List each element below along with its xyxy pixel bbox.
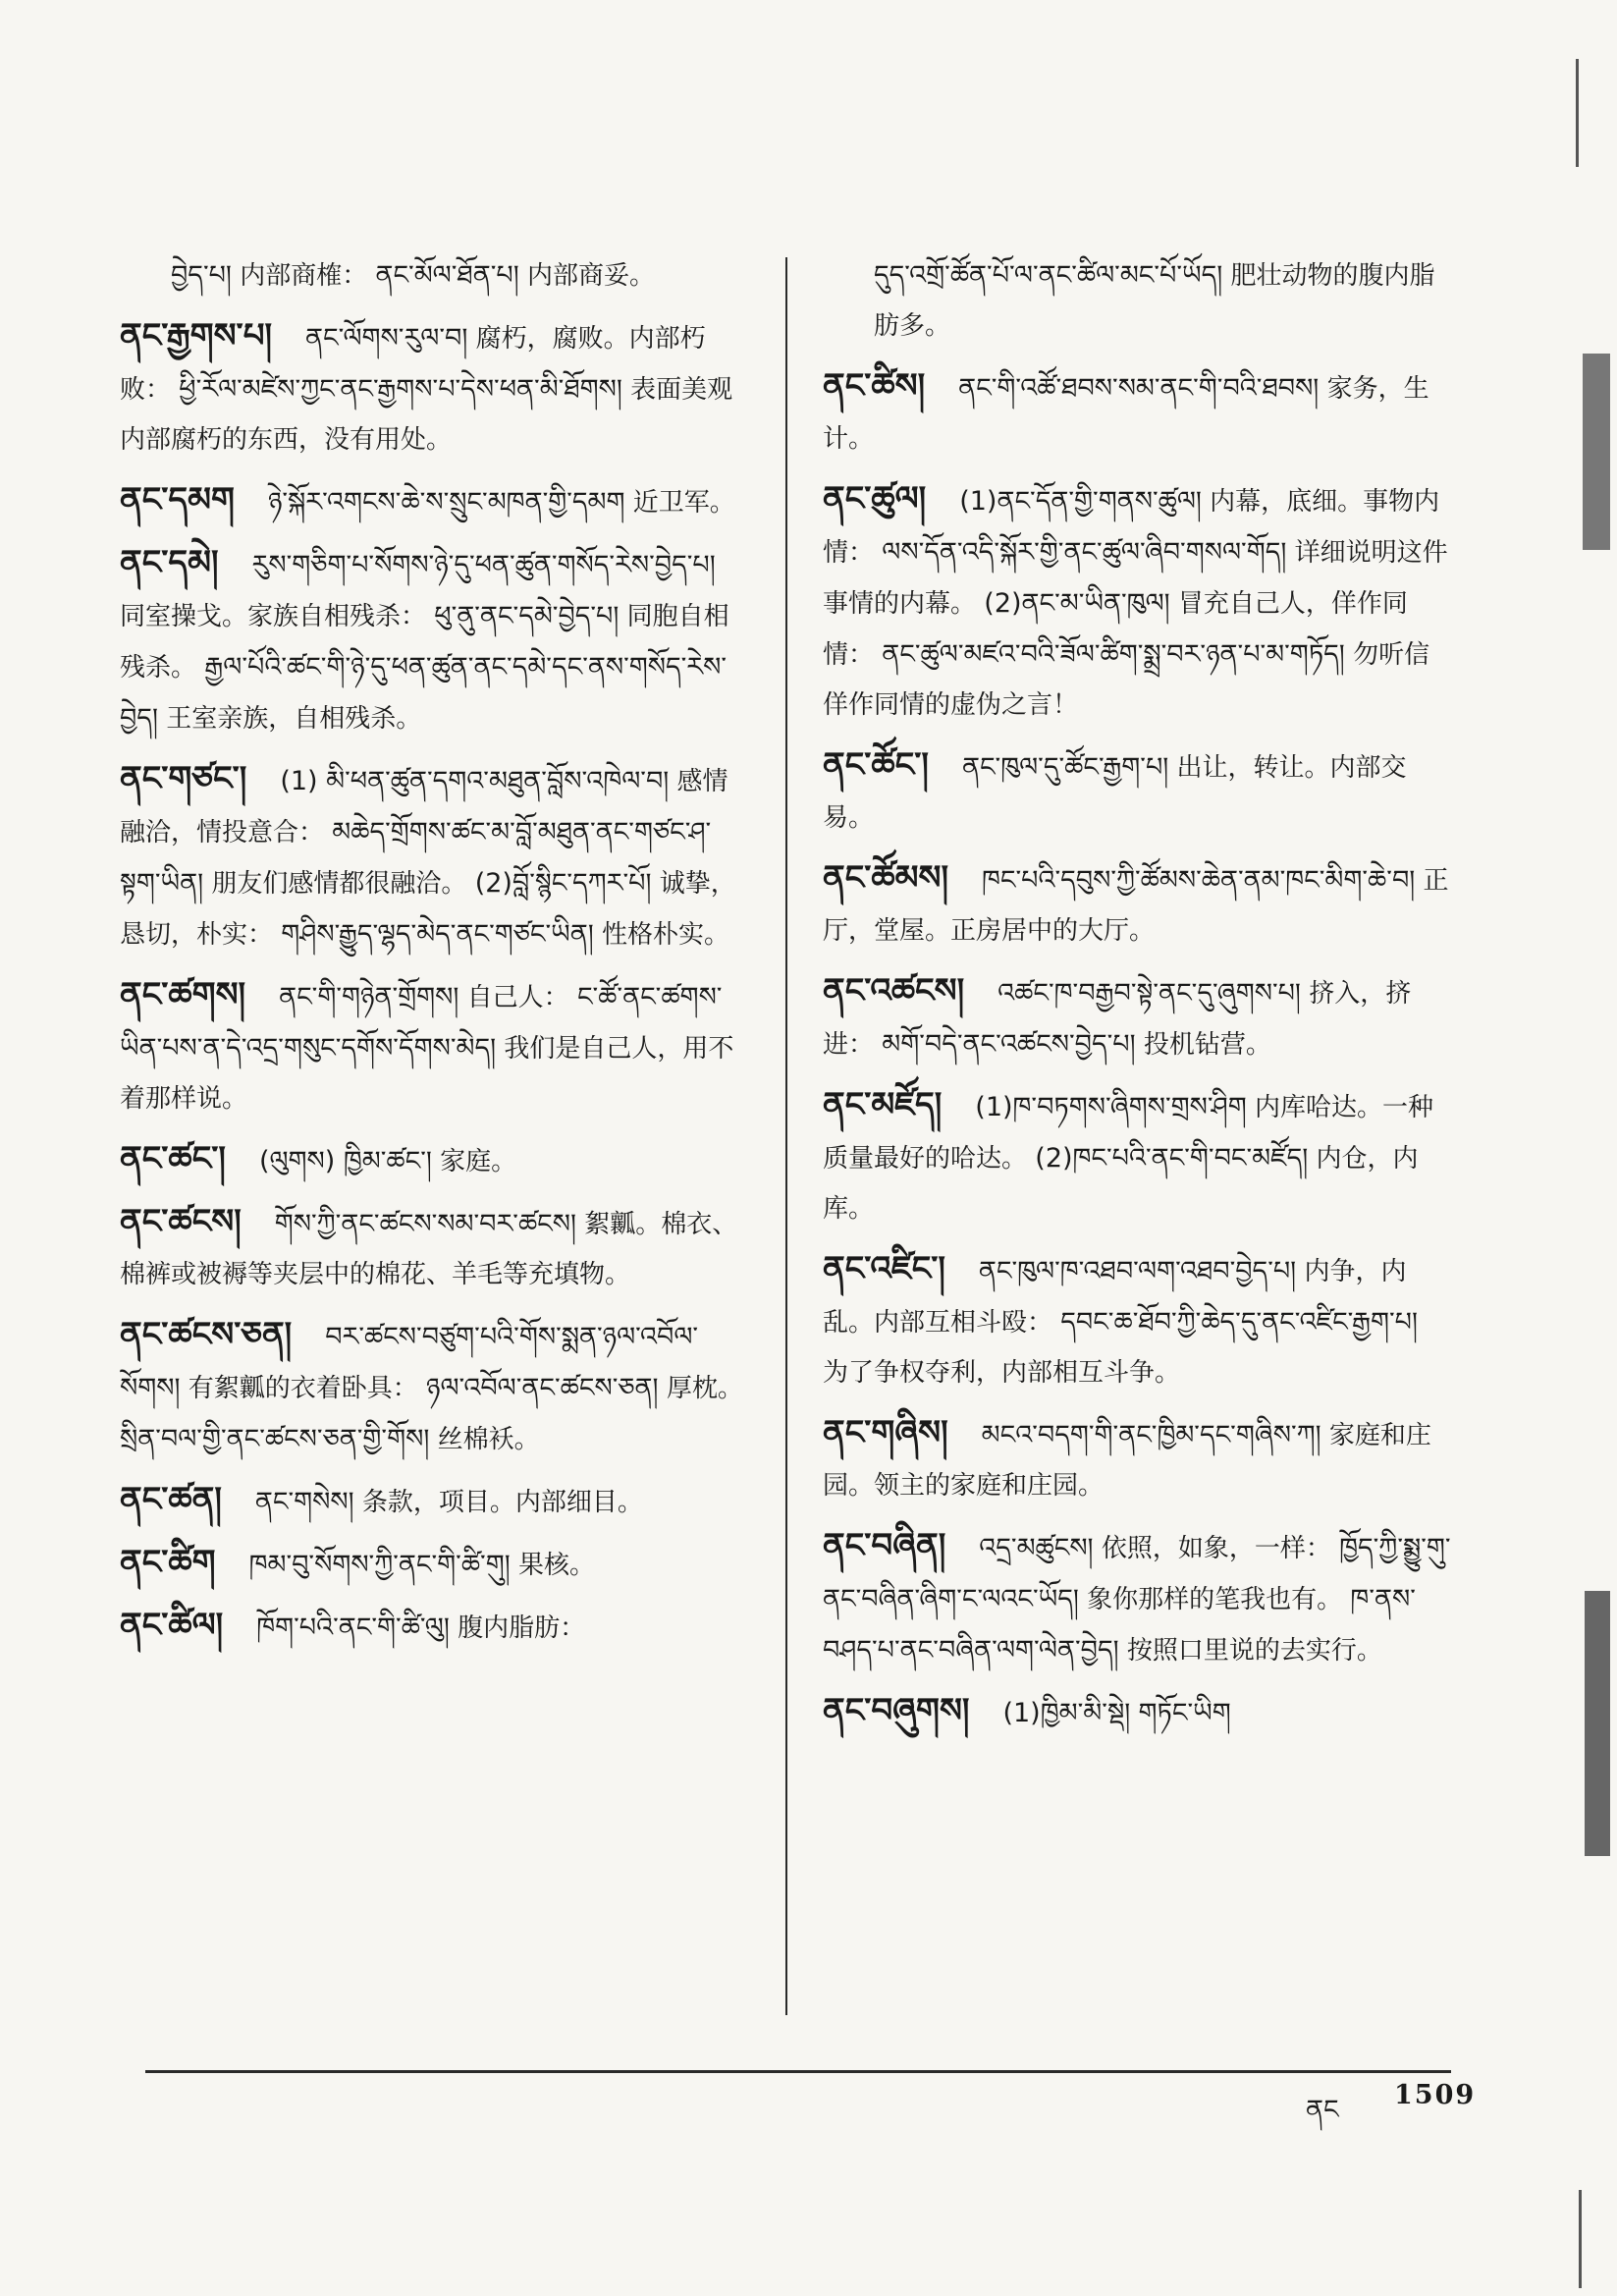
dictionary-entry: [120, 754, 748, 960]
dictionary-entry: [120, 1197, 748, 1300]
tibetan-text: མཆེད་གྲོགས་ཚང་མ་བློ་མཐུན་ནང་གཙང་ཤ་སྟག་ཡིན།: [120, 817, 712, 899]
tibetan-text: ཁམ་བུ་སོགས་ཀྱི་ནང་གི་ཚི་གུ།: [248, 1550, 511, 1580]
tibetan-text: བར་ཚངས་བཙུག་པའི་གོས་སྨན་ཉལ་འབོལ་སོགས།: [120, 1322, 699, 1403]
chinese-definition: 内库哈达。一种质量最好的哈达。: [823, 1093, 1434, 1174]
chinese-definition: 依照，如象，一样：: [1101, 1534, 1331, 1563]
chinese-definition: 腐朽，腐败。内部朽败：: [120, 324, 706, 405]
tibetan-text: དབང་ཆ་ཐོབ་ཀྱི་ཆེད་དུ་ནང་འཛིང་རྒྱག་པ།: [1060, 1307, 1418, 1338]
dictionary-entry: [823, 1080, 1451, 1234]
chinese-definition: 勿听信佯作同情的虚伪之言！: [823, 640, 1430, 720]
chinese-definition: 投机钻营。: [1143, 1030, 1271, 1060]
entry-headword: ནང་ཚིས།: [823, 366, 926, 406]
entry-headword: ནང་མཛོད།: [823, 1085, 943, 1124]
chinese-definition: 正厅，堂屋。正房居中的大厅。: [823, 866, 1449, 946]
tibetan-text: མངའ་བདག་གི་ནང་ཁྱིམ་དང་གཞིས་ཀ།: [981, 1420, 1321, 1450]
chinese-definition: 内部商妥。: [526, 261, 655, 291]
entry-headword: ནང་རྒྱགས་པ།: [120, 316, 273, 355]
dictionary-entry: [823, 966, 1451, 1070]
entry-headword: ནང་ཚོང་།: [823, 745, 929, 785]
chinese-definition: 同室操戈。家族自相残杀：: [120, 602, 427, 631]
tibetan-text: (2)བློ་སྙིང་དཀར་པོ།: [474, 868, 652, 899]
chinese-definition: 冒充自己人，佯作同情：: [823, 589, 1408, 670]
tibetan-text: བྱེད་པ།: [171, 260, 232, 291]
tibetan-text: རུས་གཅིག་པ་སོགས་ཉེ་དུ་ཕན་ཚུན་གསོད་རེས་བྱེད་པ།: [251, 550, 716, 580]
tibetan-text: (1)ནང་དོན་གྱི་གནས་ཚུལ།: [959, 486, 1202, 517]
dictionary-entry: [120, 538, 748, 744]
tibetan-text: དུད་འགྲོ་ཚོན་པོ་ལ་ནང་ཚིལ་མང་པོ་ཡོད།: [874, 260, 1223, 291]
dictionary-entry: [823, 740, 1451, 844]
dictionary-entry: [823, 1244, 1451, 1398]
chinese-definition: 内部商榷：: [240, 261, 368, 291]
scan-edge-mark: [1585, 1591, 1610, 1856]
tibetan-text: ང་ཚོ་ནང་ཚགས་ཡིན་པས་ན་དེ་འདྲ་གསུང་དགོས་དོགས་མེད།: [120, 982, 723, 1064]
dictionary-entry: [120, 1601, 748, 1654]
tibetan-text: ལས་དོན་འདི་སྐོར་གྱི་ནང་ཚུལ་ཞིབ་གསལ་གོད།: [882, 537, 1287, 568]
chinese-definition: 肥壮动物的腹内脂肪多。: [874, 261, 1435, 341]
chinese-definition: 详细说明这件事情的内幕。: [823, 538, 1448, 619]
entry-headword: ནང་དམེ།: [120, 543, 219, 582]
tibetan-text: (2)ཁང་པའི་ནང་གི་བང་མཛོད།: [1035, 1143, 1309, 1174]
tibetan-text: ཁང་པའི་དབུས་ཀྱི་ཚོམས་ཆེན་ནམ་ཁང་མིག་ཆེ་བ།: [982, 865, 1416, 896]
tibetan-text: ནང་ལོགས་རུལ་བ།: [305, 323, 468, 354]
entry-headword: ནང་ཚན།: [120, 1480, 222, 1519]
dictionary-entry: [823, 853, 1451, 957]
tibetan-text: ནང་མོལ་ཐོན་པ།: [375, 260, 519, 291]
chinese-definition: 朋友们感情都很融洽。: [211, 869, 467, 899]
tibetan-text: སྲིན་བལ་གྱི་ནང་ཚངས་ཅན་གྱི་གོས།: [120, 1424, 430, 1454]
chinese-definition: 内幕，底细。事物内情：: [823, 487, 1440, 568]
dictionary-entry: [120, 970, 748, 1124]
chinese-definition: 感情融洽，情投意合：: [120, 767, 728, 847]
chinese-definition: 诚挚，恳切，朴实：: [120, 869, 736, 950]
dictionary-entry: [823, 1521, 1451, 1676]
scan-edge-mark: [1583, 354, 1610, 550]
chinese-definition: 果核。: [518, 1551, 596, 1580]
tibetan-text: ཕྱི་རོལ་མཛེས་ཀྱང་ནང་རྒྱགས་པ་དེས་ཕན་མི་ཐོགས།: [179, 374, 622, 405]
entry-headword: ནང་ཚུལ།: [823, 479, 927, 519]
tibetan-text: (1) མི་ཕན་ཚུན་དགའ་མཐུན་བློས་འཁེལ་བ།: [280, 766, 670, 796]
entry-headword: ནང་འཚངས།: [823, 971, 965, 1011]
chinese-definition: 按照口里说的去实行。: [1126, 1636, 1382, 1666]
chinese-definition: 内争，内乱。内部互相斗殴：: [823, 1257, 1407, 1338]
tibetan-text: (ལུགས) ཁྱིམ་ཚང་།: [258, 1146, 432, 1176]
dictionary-entry: [120, 250, 748, 301]
tibetan-text: ནང་གི་འཚོ་ཐབས་སམ་ནང་གི་བའི་ཐབས།: [958, 373, 1320, 404]
tibetan-text: ནང་ཁུལ་དུ་ཚོང་རྒྱག་པ།: [961, 752, 1169, 783]
tibetan-text: འཚང་ཁ་བརྒྱབ་སྟེ་ནང་དུ་ཞུགས་པ།: [997, 978, 1301, 1009]
chinese-definition: 厚枕。: [666, 1374, 743, 1403]
entry-headword: ནང་ཚིག: [120, 1543, 216, 1582]
entry-headword: ནང་བཞིན།: [823, 1526, 946, 1565]
tibetan-text: གོས་ཀྱི་ནང་ཚངས་སམ་བར་ཚངས།: [274, 1209, 576, 1239]
tibetan-text: (2)ནང་མ་ཡིན་ཁུལ།: [984, 588, 1170, 619]
entry-headword: ནང་བཞུགས།: [823, 1691, 970, 1730]
entry-headword: ནང་གཞིས།: [823, 1413, 948, 1452]
chinese-definition: 家庭。: [440, 1147, 517, 1176]
dictionary-entry: [823, 250, 1451, 352]
right-column: [823, 250, 1451, 1749]
tibetan-text: གཤིས་རྒྱུད་ལྷད་མེད་ནང་གཙང་ཡིན།: [281, 919, 594, 950]
chinese-definition: 性格朴实。: [602, 920, 730, 950]
chinese-definition: 表面美观内部腐朽的东西，没有用处。: [120, 375, 733, 455]
dictionary-entry: [120, 1310, 748, 1465]
chinese-definition: 自己人：: [466, 983, 569, 1012]
running-head-letter: ནང: [1306, 2095, 1339, 2125]
dictionary-entry: [120, 1134, 748, 1187]
chinese-definition: 王室亲族，自相残杀。: [166, 704, 422, 734]
chinese-definition: 为了争权夺利，内部相互斗争。: [823, 1358, 1181, 1388]
tibetan-text: འདྲ་མཚུངས།: [979, 1533, 1094, 1563]
chinese-definition: 丝棉袄。: [437, 1425, 540, 1454]
tibetan-text: ཁྱོད་ཀྱི་སྨྱུ་གུ་ནང་བཞིན་ཞིག་ང་ལའང་ཡོད།: [823, 1533, 1451, 1614]
dictionary-entry: [823, 1686, 1451, 1739]
dictionary-entry: [823, 361, 1451, 465]
chinese-definition: 出让，转让。内部交易。: [823, 753, 1407, 833]
tibetan-text: མགོ་བདེ་ནང་འཚངས་བྱེད་པ།: [882, 1029, 1136, 1060]
tibetan-text: རྒྱལ་པོའི་ཚང་གི་ཉེ་དུ་ཕན་ཚུན་ནང་དམེ་དང་ནས་གསོད་རེས་བྱེད།: [120, 652, 728, 734]
entry-headword: ནང་ཚངས།: [120, 1202, 242, 1241]
entry-headword: ནང་ཚགས།: [120, 975, 246, 1014]
chinese-definition: 挤入，挤进：: [823, 979, 1412, 1060]
tibetan-text: ནང་ཚུལ་མཛའ་བའི་ཟོལ་ཚིག་སྨྲ་བར་ཉན་པ་མ་གཏོད།: [882, 639, 1345, 670]
dictionary-entry: [823, 474, 1451, 731]
chinese-definition: 腹内脂肪：: [458, 1613, 586, 1643]
chinese-definition: 象你那样的笔我也有。: [1087, 1585, 1343, 1614]
dictionary-entry: [120, 1475, 748, 1528]
tibetan-text: ནང་གི་གཉེན་གྲོགས།: [279, 982, 459, 1012]
chinese-definition: 条款，项目。内部细目。: [361, 1488, 643, 1517]
entry-headword: ནང་ཚོམས།: [823, 858, 949, 898]
entry-headword: ནང་འཛིང་།: [823, 1249, 945, 1288]
dictionary-entry: [120, 311, 748, 465]
column-divider: [785, 257, 787, 2015]
chinese-definition: 我们是自己人，用不着那样说。: [120, 1034, 734, 1114]
tibetan-text: གཏོང་ཡིག: [1138, 1698, 1231, 1728]
tibetan-text: (1)ཁ་བཏགས་ཞིགས་གྲས་ཤིག: [975, 1092, 1247, 1122]
chinese-definition: 絮瓤。棉衣、棉裤或被褥等夹层中的棉花、羊毛等充填物。: [120, 1210, 738, 1289]
tibetan-text: ཁ་ནས་བཤད་པ་ནང་བཞིན་ལག་ལེན་བྱེད།: [823, 1584, 1416, 1666]
entry-headword: ནང་ཚངས་ཅན།: [120, 1315, 293, 1354]
page-number: 1509: [1394, 2080, 1477, 2110]
dictionary-entry: [120, 475, 748, 528]
chinese-definition: 家庭和庄园。领主的家庭和庄园。: [823, 1421, 1431, 1501]
entry-headword: ནང་ཚིལ།: [120, 1606, 224, 1645]
tibetan-text: ཉལ་འབོལ་ནང་ཚངས་ཅན།: [426, 1373, 659, 1403]
scan-edge-mark: [1579, 2190, 1582, 2288]
left-column: [120, 250, 748, 1664]
entry-headword: ནང་གཙང་།: [120, 759, 247, 798]
scan-edge-mark: [1576, 59, 1579, 167]
dictionary-entry: [120, 1538, 748, 1591]
chinese-definition: 同胞自相残杀。: [120, 602, 729, 683]
chinese-definition: 内仓，内库。: [823, 1144, 1419, 1224]
chinese-definition: 近卫军。: [632, 488, 735, 518]
tibetan-text: (1)ཁྱིམ་མི་སྡེ།: [1002, 1698, 1131, 1728]
entry-headword: ནང་ཚང་།: [120, 1139, 226, 1178]
tibetan-text: ཁོག་པའི་ནང་གི་ཚི་ལུ།: [256, 1613, 450, 1643]
tibetan-text: ཉེ་སྐོར་འགངས་ཆེ་ས་སྲུང་མཁན་གྱི་དམག: [267, 487, 625, 518]
dictionary-entry: [823, 1408, 1451, 1511]
tibetan-text: ཕུ་ནུ་ནང་དམེ་བྱེད་པ།: [434, 601, 620, 631]
footer-rule: [145, 2070, 1451, 2073]
tibetan-text: ནང་ཁུལ་ཁ་འཐབ་ལག་འཐབ་བྱེད་པ།: [978, 1256, 1297, 1286]
entry-headword: ནང་དམག: [120, 480, 235, 519]
chinese-definition: 家务，生计。: [823, 374, 1429, 454]
tibetan-text: ནང་གསེས།: [254, 1487, 354, 1517]
chinese-definition: 有絮瓤的衣着卧具：: [188, 1374, 418, 1403]
